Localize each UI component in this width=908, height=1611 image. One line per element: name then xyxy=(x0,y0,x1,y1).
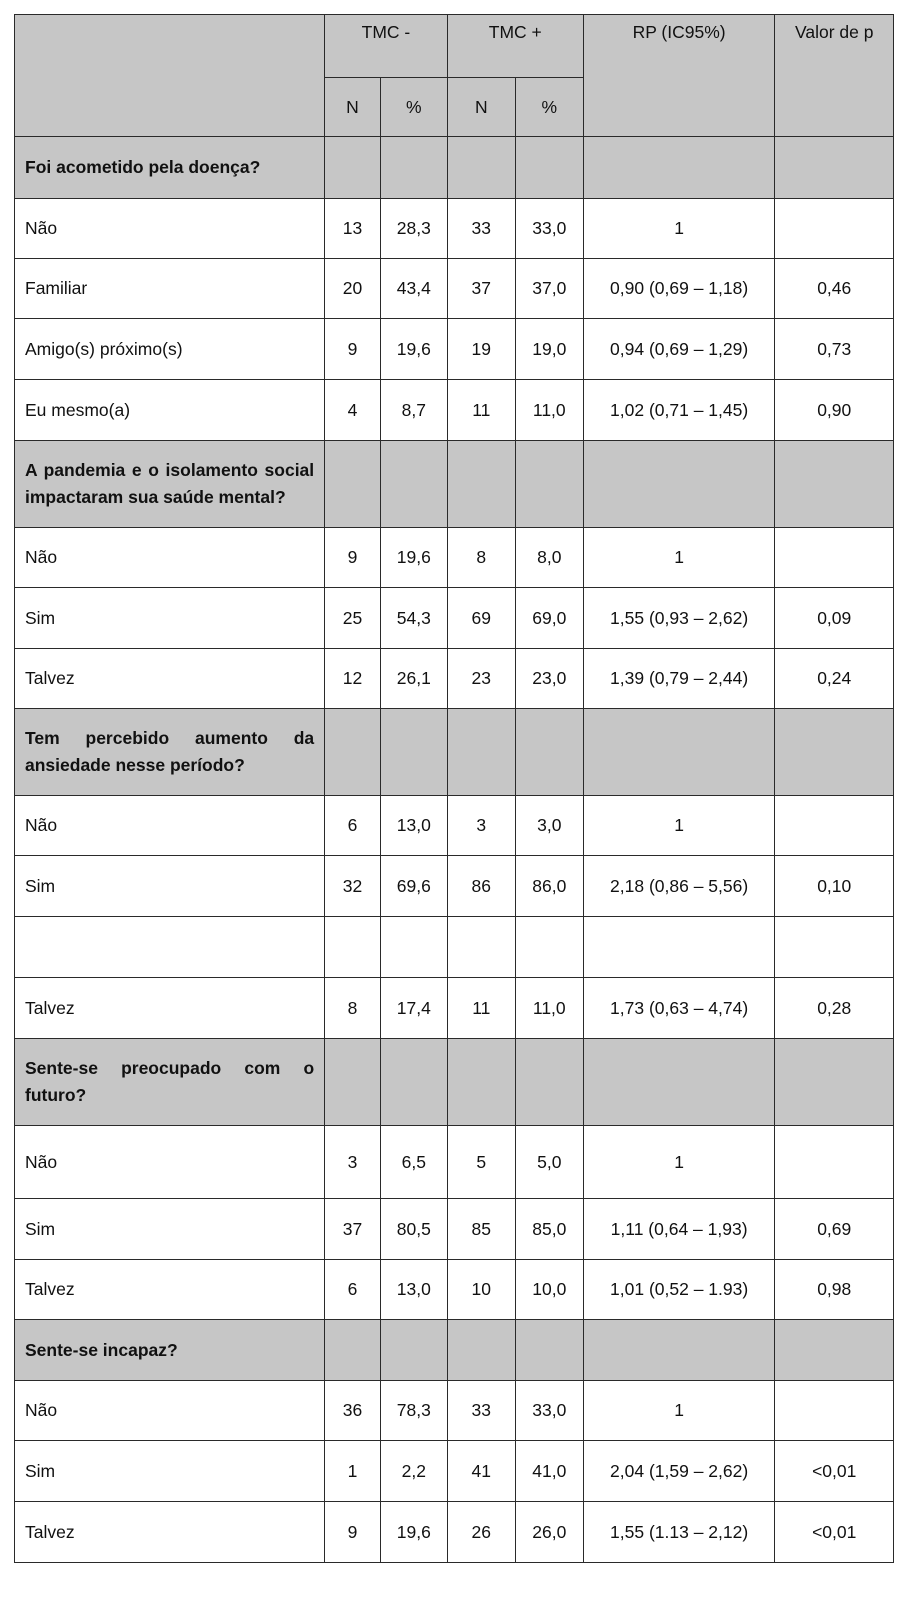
table-row xyxy=(15,528,894,588)
n-negative: 9 xyxy=(325,528,381,588)
pct-positive: 26,0 xyxy=(515,1502,583,1563)
section-empty-cell xyxy=(447,137,515,199)
section-empty-cell xyxy=(775,1320,894,1381)
rp-ci: 0,94 (0,69 – 1,29) xyxy=(583,319,775,380)
n-negative: 8 xyxy=(325,978,381,1039)
blank-cell xyxy=(515,917,583,978)
rp-ci: 1,11 (0,64 – 1,93) xyxy=(583,1199,775,1260)
n-positive: 33 xyxy=(447,1381,515,1441)
n-negative: 13 xyxy=(325,199,381,259)
table-row xyxy=(15,1199,894,1260)
section-empty-cell xyxy=(325,137,381,199)
row-label: Amigo(s) próximo(s) xyxy=(15,319,325,380)
pct-negative: 43,4 xyxy=(380,259,447,319)
section-title: Sente-se preocupado com o futuro? xyxy=(15,1039,325,1126)
p-value xyxy=(775,1381,894,1441)
n-positive: 19 xyxy=(447,319,515,380)
blank-cell xyxy=(325,917,381,978)
p-value: 0,46 xyxy=(775,259,894,319)
header-tmc-negative: TMC - xyxy=(325,15,448,78)
rp-ci: 1 xyxy=(583,796,775,856)
n-negative: 6 xyxy=(325,796,381,856)
section-row xyxy=(15,137,894,199)
rp-ci: 2,04 (1,59 – 2,62) xyxy=(583,1441,775,1502)
pct-negative: 54,3 xyxy=(380,588,447,649)
section-empty-cell xyxy=(447,1039,515,1126)
pct-negative: 19,6 xyxy=(380,319,447,380)
rp-ci: 1,02 (0,71 – 1,45) xyxy=(583,380,775,441)
section-empty-cell xyxy=(380,137,447,199)
pct-positive: 85,0 xyxy=(515,1199,583,1260)
pct-positive: 37,0 xyxy=(515,259,583,319)
pct-negative: 19,6 xyxy=(380,528,447,588)
header-p-value: Valor de p xyxy=(775,15,894,137)
section-empty-cell xyxy=(515,1320,583,1381)
section-empty-cell xyxy=(775,709,894,796)
header-row-groups xyxy=(15,15,894,78)
rp-ci: 0,90 (0,69 – 1,18) xyxy=(583,259,775,319)
rp-ci: 1,01 (0,52 – 1.93) xyxy=(583,1260,775,1320)
rp-ci: 1 xyxy=(583,1381,775,1441)
pct-positive: 23,0 xyxy=(515,649,583,709)
header-n-positive: N xyxy=(447,78,515,137)
n-negative: 4 xyxy=(325,380,381,441)
rp-ci: 1,55 (1.13 – 2,12) xyxy=(583,1502,775,1563)
pct-negative: 26,1 xyxy=(380,649,447,709)
section-empty-cell xyxy=(325,709,381,796)
rp-ci: 1,73 (0,63 – 4,74) xyxy=(583,978,775,1039)
p-value: 0,28 xyxy=(775,978,894,1039)
p-value xyxy=(775,1126,894,1199)
header-pct-negative: % xyxy=(380,78,447,137)
row-label: Sim xyxy=(15,1441,325,1502)
row-label: Talvez xyxy=(15,649,325,709)
section-empty-cell xyxy=(775,137,894,199)
n-negative: 37 xyxy=(325,1199,381,1260)
table-row xyxy=(15,978,894,1039)
pct-positive: 41,0 xyxy=(515,1441,583,1502)
n-positive: 8 xyxy=(447,528,515,588)
p-value: <0,01 xyxy=(775,1441,894,1502)
p-value xyxy=(775,528,894,588)
section-row xyxy=(15,709,894,796)
n-negative: 12 xyxy=(325,649,381,709)
pct-positive: 5,0 xyxy=(515,1126,583,1199)
n-negative: 9 xyxy=(325,319,381,380)
row-label: Não xyxy=(15,1126,325,1199)
n-negative: 32 xyxy=(325,856,381,917)
row-label: Sim xyxy=(15,588,325,649)
row-label: Sim xyxy=(15,1199,325,1260)
n-positive: 37 xyxy=(447,259,515,319)
row-label: Familiar xyxy=(15,259,325,319)
section-empty-cell xyxy=(380,1320,447,1381)
pct-positive: 69,0 xyxy=(515,588,583,649)
row-label: Talvez xyxy=(15,1502,325,1563)
p-value: 0,98 xyxy=(775,1260,894,1320)
n-negative: 1 xyxy=(325,1441,381,1502)
section-empty-cell xyxy=(325,441,381,528)
pct-negative: 80,5 xyxy=(380,1199,447,1260)
pct-positive: 11,0 xyxy=(515,978,583,1039)
pct-negative: 69,6 xyxy=(380,856,447,917)
section-empty-cell xyxy=(515,1039,583,1126)
n-negative: 9 xyxy=(325,1502,381,1563)
section-empty-cell xyxy=(583,709,775,796)
section-empty-cell xyxy=(325,1320,381,1381)
n-positive: 3 xyxy=(447,796,515,856)
p-value xyxy=(775,796,894,856)
section-empty-cell xyxy=(583,1320,775,1381)
section-empty-cell xyxy=(583,1039,775,1126)
blank-cell xyxy=(380,917,447,978)
n-positive: 23 xyxy=(447,649,515,709)
n-positive: 69 xyxy=(447,588,515,649)
table-row xyxy=(15,319,894,380)
section-empty-cell xyxy=(380,441,447,528)
n-positive: 10 xyxy=(447,1260,515,1320)
pct-positive: 33,0 xyxy=(515,199,583,259)
rp-ci: 1 xyxy=(583,1126,775,1199)
section-empty-cell xyxy=(380,1039,447,1126)
section-empty-cell xyxy=(775,441,894,528)
table-row xyxy=(15,649,894,709)
section-row xyxy=(15,1039,894,1126)
table-row xyxy=(15,1260,894,1320)
section-title: A pandemia e o isolamento social impactaram sua saúde mental? xyxy=(15,441,325,528)
rp-ci: 1,39 (0,79 – 2,44) xyxy=(583,649,775,709)
section-empty-cell xyxy=(583,441,775,528)
pct-negative: 28,3 xyxy=(380,199,447,259)
section-empty-cell xyxy=(775,1039,894,1126)
results-table xyxy=(14,14,894,1563)
header-rp: RP (IC95%) xyxy=(583,15,775,137)
row-label: Não xyxy=(15,796,325,856)
section-empty-cell xyxy=(325,1039,381,1126)
section-empty-cell xyxy=(515,709,583,796)
row-label: Não xyxy=(15,199,325,259)
section-empty-cell xyxy=(447,441,515,528)
pct-negative: 6,5 xyxy=(380,1126,447,1199)
n-positive: 41 xyxy=(447,1441,515,1502)
pct-negative: 8,7 xyxy=(380,380,447,441)
blank-cell xyxy=(15,917,325,978)
pct-negative: 19,6 xyxy=(380,1502,447,1563)
pct-positive: 19,0 xyxy=(515,319,583,380)
section-empty-cell xyxy=(447,709,515,796)
table-row xyxy=(15,856,894,917)
p-value: 0,10 xyxy=(775,856,894,917)
pct-negative: 78,3 xyxy=(380,1381,447,1441)
section-empty-cell xyxy=(447,1320,515,1381)
row-label: Sim xyxy=(15,856,325,917)
row-label: Talvez xyxy=(15,1260,325,1320)
rp-ci: 1 xyxy=(583,199,775,259)
section-row xyxy=(15,1320,894,1381)
pct-positive: 33,0 xyxy=(515,1381,583,1441)
blank-row xyxy=(15,917,894,978)
header-n-negative: N xyxy=(325,78,381,137)
table-row xyxy=(15,1381,894,1441)
pct-positive: 3,0 xyxy=(515,796,583,856)
n-negative: 3 xyxy=(325,1126,381,1199)
p-value: <0,01 xyxy=(775,1502,894,1563)
p-value: 0,69 xyxy=(775,1199,894,1260)
pct-negative: 17,4 xyxy=(380,978,447,1039)
table-row xyxy=(15,259,894,319)
section-empty-cell xyxy=(380,709,447,796)
p-value: 0,90 xyxy=(775,380,894,441)
n-positive: 11 xyxy=(447,380,515,441)
n-positive: 33 xyxy=(447,199,515,259)
n-positive: 86 xyxy=(447,856,515,917)
row-label: Não xyxy=(15,1381,325,1441)
section-empty-cell xyxy=(583,137,775,199)
blank-cell xyxy=(447,917,515,978)
n-positive: 85 xyxy=(447,1199,515,1260)
section-empty-cell xyxy=(515,137,583,199)
p-value: 0,24 xyxy=(775,649,894,709)
pct-negative: 2,2 xyxy=(380,1441,447,1502)
n-positive: 11 xyxy=(447,978,515,1039)
pct-positive: 11,0 xyxy=(515,380,583,441)
table-row xyxy=(15,1126,894,1199)
row-label: Não xyxy=(15,528,325,588)
section-title: Sente-se incapaz? xyxy=(15,1320,325,1381)
rp-ci: 2,18 (0,86 – 5,56) xyxy=(583,856,775,917)
n-negative: 6 xyxy=(325,1260,381,1320)
n-negative: 25 xyxy=(325,588,381,649)
pct-positive: 86,0 xyxy=(515,856,583,917)
table-row xyxy=(15,1441,894,1502)
table-row xyxy=(15,1502,894,1563)
n-negative: 36 xyxy=(325,1381,381,1441)
table-row xyxy=(15,588,894,649)
n-positive: 5 xyxy=(447,1126,515,1199)
pct-positive: 8,0 xyxy=(515,528,583,588)
n-positive: 26 xyxy=(447,1502,515,1563)
section-title: Tem percebido aumento da ansiedade nesse período? xyxy=(15,709,325,796)
row-label: Talvez xyxy=(15,978,325,1039)
p-value: 0,73 xyxy=(775,319,894,380)
pct-negative: 13,0 xyxy=(380,1260,447,1320)
header-blank-cell xyxy=(15,15,325,137)
blank-cell xyxy=(775,917,894,978)
table-row xyxy=(15,199,894,259)
section-title: Foi acometido pela doença? xyxy=(15,137,325,199)
header-pct-positive: % xyxy=(515,78,583,137)
rp-ci: 1,55 (0,93 – 2,62) xyxy=(583,588,775,649)
pct-positive: 10,0 xyxy=(515,1260,583,1320)
table-row xyxy=(15,380,894,441)
rp-ci: 1 xyxy=(583,528,775,588)
section-row xyxy=(15,441,894,528)
n-negative: 20 xyxy=(325,259,381,319)
blank-cell xyxy=(583,917,775,978)
p-value: 0,09 xyxy=(775,588,894,649)
header-tmc-positive: TMC + xyxy=(447,15,583,78)
pct-negative: 13,0 xyxy=(380,796,447,856)
section-empty-cell xyxy=(515,441,583,528)
row-label: Eu mesmo(a) xyxy=(15,380,325,441)
table-row xyxy=(15,796,894,856)
p-value xyxy=(775,199,894,259)
